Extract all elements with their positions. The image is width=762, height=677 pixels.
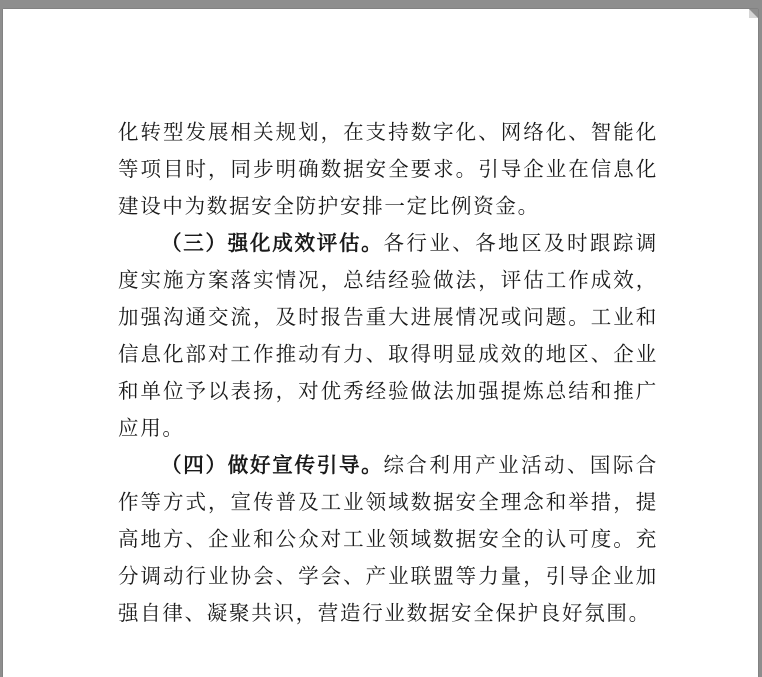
paragraph-section-4 bbox=[118, 447, 658, 632]
page-fold-corner bbox=[749, 9, 758, 18]
paragraph-section-3 bbox=[118, 225, 658, 447]
paragraph-text: 各行业、各地区及时跟踪调度实施方案落实情况，总结经验做法，评估工作成效，加强沟通交流，及时报告重大进展情况或问题。工业和信息化部对工作推动有力、取得明显成效的地区、企业和单位予以表扬，对优秀经验做法加强提炼总结和推广应用。 bbox=[118, 231, 659, 440]
document-body bbox=[118, 114, 658, 632]
section-heading-4: （四）做好宣传引导。 bbox=[161, 453, 384, 477]
section-heading-3: （三）强化成效评估。 bbox=[161, 231, 384, 255]
paragraph-text: 化转型发展相关规划，在支持数字化、网络化、智能化等项目时，同步明确数据安全要求。引导企业在信息化建设中为数据安全防护安排一定比例资金。 bbox=[118, 120, 658, 218]
paragraph-text: 综合利用产业活动、国际合作等方式，宣传普及工业领域数据安全理念和举措，提高地方、企业和公众对工业领域数据安全的认可度。充分调动行业协会、学会、产业联盟等力量，引导企业加强自律、凝聚共识，营造行业数据安全保护良好氛围。 bbox=[118, 453, 659, 625]
document-page bbox=[3, 9, 758, 677]
paragraph-continued bbox=[118, 114, 658, 225]
